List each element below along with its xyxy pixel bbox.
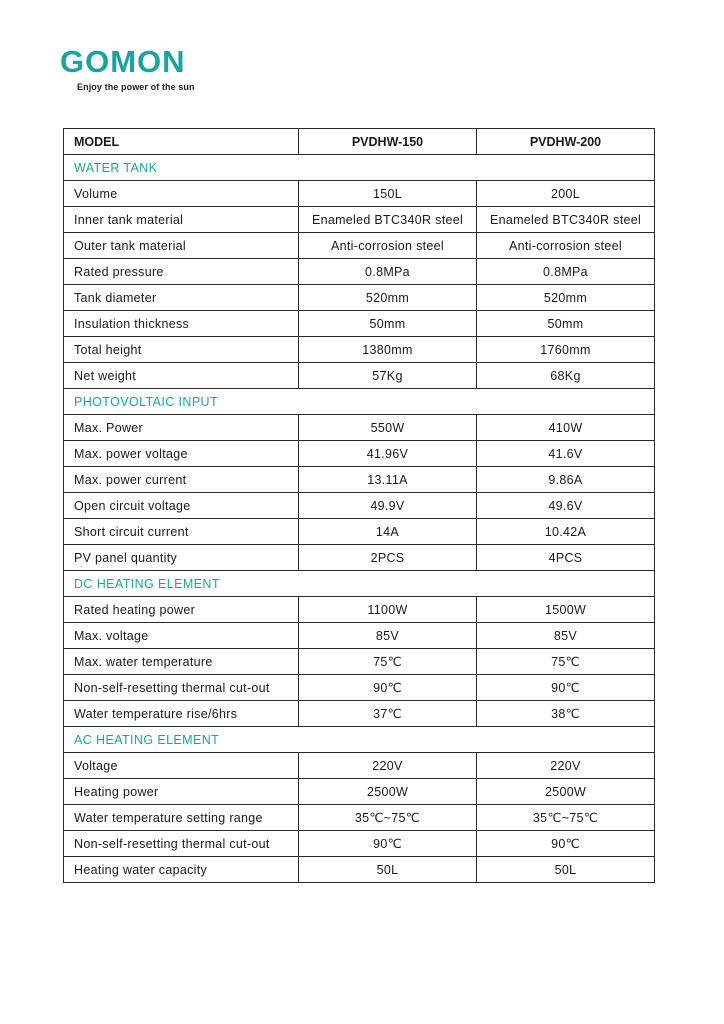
spec-value: 150L — [299, 181, 477, 207]
spec-label: Heating water capacity — [64, 857, 299, 883]
spec-value: 1380mm — [299, 337, 477, 363]
spec-value: 68Kg — [477, 363, 655, 389]
spec-value: 50mm — [477, 311, 655, 337]
spec-label: Rated pressure — [64, 259, 299, 285]
brand-logo — [60, 44, 220, 94]
table-row — [64, 649, 655, 675]
spec-value: Anti-corrosion steel — [477, 233, 655, 259]
table-row — [64, 441, 655, 467]
spec-value: 41.96V — [299, 441, 477, 467]
spec-value: 1500W — [477, 597, 655, 623]
table-row — [64, 285, 655, 311]
section-row — [64, 389, 655, 415]
brand-tagline: Enjoy the power of the sun — [77, 82, 195, 92]
spec-value: 13.11A — [299, 467, 477, 493]
table-row — [64, 623, 655, 649]
spec-value: 520mm — [299, 285, 477, 311]
spec-value: Enameled BTC340R steel — [299, 207, 477, 233]
spec-value: 35℃~75℃ — [299, 805, 477, 831]
spec-label: Rated heating power — [64, 597, 299, 623]
spec-value: 2500W — [477, 779, 655, 805]
spec-value: 410W — [477, 415, 655, 441]
spec-label: Non-self-resetting thermal cut-out — [64, 675, 299, 701]
table-row — [64, 857, 655, 883]
section-title: WATER TANK — [64, 155, 655, 181]
table-row — [64, 701, 655, 727]
table-row — [64, 493, 655, 519]
spec-value: 90℃ — [299, 675, 477, 701]
spec-value: 200L — [477, 181, 655, 207]
table-row — [64, 519, 655, 545]
spec-label: Open circuit voltage — [64, 493, 299, 519]
spec-label: Max. power voltage — [64, 441, 299, 467]
spec-table — [63, 128, 655, 883]
spec-value: 220V — [299, 753, 477, 779]
spec-value: 2PCS — [299, 545, 477, 571]
spec-value: 50L — [299, 857, 477, 883]
spec-value: 9.86A — [477, 467, 655, 493]
spec-value: 4PCS — [477, 545, 655, 571]
table-row — [64, 415, 655, 441]
spec-value: 75℃ — [299, 649, 477, 675]
spec-value: 50mm — [299, 311, 477, 337]
header-model-2: PVDHW-200 — [477, 129, 655, 155]
section-row — [64, 155, 655, 181]
table-row — [64, 259, 655, 285]
spec-value: 90℃ — [299, 831, 477, 857]
spec-label: Net weight — [64, 363, 299, 389]
spec-value: 520mm — [477, 285, 655, 311]
spec-value: 90℃ — [477, 831, 655, 857]
spec-label: Insulation thickness — [64, 311, 299, 337]
section-title: DC HEATING ELEMENT — [64, 571, 655, 597]
header-model: MODEL — [64, 129, 299, 155]
spec-value: 220V — [477, 753, 655, 779]
section-title: AC HEATING ELEMENT — [64, 727, 655, 753]
spec-label: Tank diameter — [64, 285, 299, 311]
table-header-row — [64, 129, 655, 155]
spec-label: Short circuit current — [64, 519, 299, 545]
table-row — [64, 545, 655, 571]
spec-value: 49.6V — [477, 493, 655, 519]
spec-value: 75℃ — [477, 649, 655, 675]
spec-label: Outer tank material — [64, 233, 299, 259]
table-row — [64, 311, 655, 337]
spec-label: Heating power — [64, 779, 299, 805]
table-row — [64, 337, 655, 363]
table-row — [64, 233, 655, 259]
spec-label: Total height — [64, 337, 299, 363]
spec-value: 50L — [477, 857, 655, 883]
spec-value: 57Kg — [299, 363, 477, 389]
spec-value: 14A — [299, 519, 477, 545]
section-title: PHOTOVOLTAIC INPUT — [64, 389, 655, 415]
table-row — [64, 779, 655, 805]
spec-value: 49.9V — [299, 493, 477, 519]
spec-label: Max. power current — [64, 467, 299, 493]
table-row — [64, 675, 655, 701]
table-row — [64, 181, 655, 207]
spec-label: Max. Power — [64, 415, 299, 441]
table-row — [64, 831, 655, 857]
spec-label: PV panel quantity — [64, 545, 299, 571]
spec-value: 35℃~75℃ — [477, 805, 655, 831]
spec-label: Non-self-resetting thermal cut-out — [64, 831, 299, 857]
spec-label: Voltage — [64, 753, 299, 779]
spec-value: 1100W — [299, 597, 477, 623]
table-row — [64, 597, 655, 623]
spec-value: 1760mm — [477, 337, 655, 363]
spec-label: Inner tank material — [64, 207, 299, 233]
spec-label: Water temperature setting range — [64, 805, 299, 831]
table-row — [64, 467, 655, 493]
spec-value: Enameled BTC340R steel — [477, 207, 655, 233]
spec-value: 0.8MPa — [477, 259, 655, 285]
spec-value: Anti-corrosion steel — [299, 233, 477, 259]
spec-value: 41.6V — [477, 441, 655, 467]
spec-label: Max. water temperature — [64, 649, 299, 675]
spec-label: Water temperature rise/6hrs — [64, 701, 299, 727]
spec-value: 550W — [299, 415, 477, 441]
section-row — [64, 571, 655, 597]
logo-wordmark: GOMON — [60, 44, 186, 79]
spec-label: Volume — [64, 181, 299, 207]
table-row — [64, 207, 655, 233]
spec-value: 38℃ — [477, 701, 655, 727]
section-row — [64, 727, 655, 753]
spec-value: 2500W — [299, 779, 477, 805]
spec-value: 90℃ — [477, 675, 655, 701]
spec-value: 85V — [299, 623, 477, 649]
table-row — [64, 805, 655, 831]
table-row — [64, 753, 655, 779]
spec-value: 10.42A — [477, 519, 655, 545]
spec-value: 37℃ — [299, 701, 477, 727]
spec-label: Max. voltage — [64, 623, 299, 649]
spec-value: 85V — [477, 623, 655, 649]
table-row — [64, 363, 655, 389]
header-model-1: PVDHW-150 — [299, 129, 477, 155]
spec-value: 0.8MPa — [299, 259, 477, 285]
